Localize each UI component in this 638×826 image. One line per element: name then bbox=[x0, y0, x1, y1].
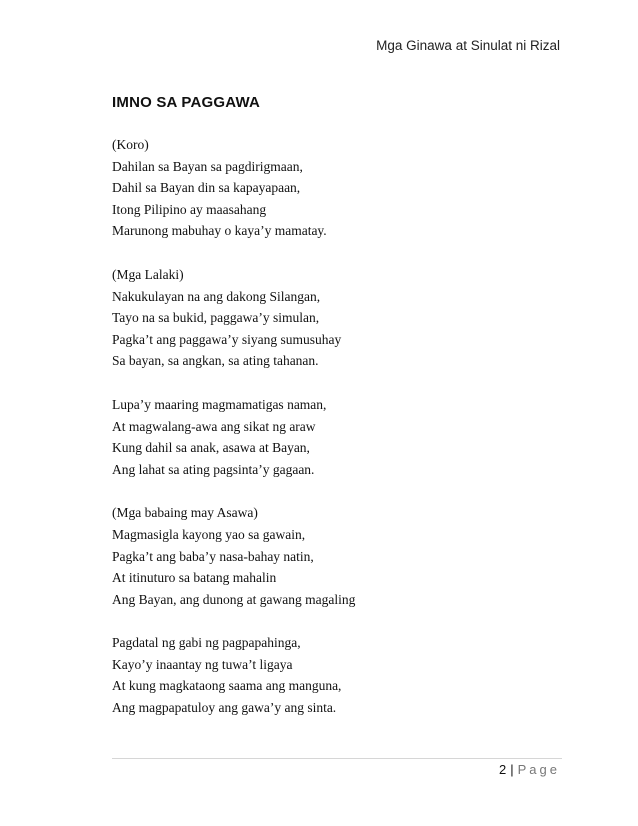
poem-line: Sa bayan, sa angkan, sa ating tahanan. bbox=[112, 353, 319, 369]
page-label: Page bbox=[517, 762, 560, 777]
poem-line: Kayo’y inaantay ng tuwa’t ligaya bbox=[112, 656, 293, 672]
running-header: Mga Ginawa at Sinulat ni Rizal bbox=[376, 38, 560, 53]
poem-line: Tayo na sa bukid, paggawa’y simulan, bbox=[112, 310, 320, 326]
poem-line: (Mga babaing may Asawa) bbox=[112, 505, 258, 521]
poem-line: Ang magpapatuloy ang gawa’y ang sinta. bbox=[112, 700, 337, 716]
poem-line: At itinuturo sa batang mahalin bbox=[112, 570, 277, 586]
poem-line: Ang lahat sa ating pagsinta’y gagaan. bbox=[112, 461, 315, 477]
poem-line: Pagka’t ang paggawa’y siyang sumusuhay bbox=[112, 331, 342, 347]
poem-line: Ang Bayan, ang dunong at gawang magaling bbox=[112, 591, 356, 607]
page-footer bbox=[499, 762, 560, 777]
stanza bbox=[112, 264, 562, 372]
poem-line: Dahilan sa Bayan sa pagdirigmaan, bbox=[112, 158, 303, 174]
poem-line: Nakukulayan na ang dakong Silangan, bbox=[112, 288, 321, 304]
stanza bbox=[112, 502, 562, 610]
page-number: 2 bbox=[499, 762, 507, 777]
poem-line: Lupa’y maaring magmamatigas naman, bbox=[112, 396, 327, 412]
footer-separator: | bbox=[510, 762, 514, 777]
stanza bbox=[112, 394, 562, 480]
poem-line: At kung magkataong saama ang manguna, bbox=[112, 678, 342, 694]
poem-line: Marunong mabuhay o kaya’y mamatay. bbox=[112, 223, 327, 239]
poem-line: At magwalang-awa ang sikat ng araw bbox=[112, 418, 316, 434]
poem-line: Magmasigla kayong yao sa gawain, bbox=[112, 526, 306, 542]
poem-line: (Koro) bbox=[112, 137, 149, 152]
poem-line: Kung dahil sa anak, asawa at Bayan, bbox=[112, 440, 310, 456]
poem-line: Pagka’t ang baba’y nasa-bahay natin, bbox=[112, 548, 314, 564]
poem-line: Pagdatal ng gabi ng pagpapahinga, bbox=[112, 635, 301, 651]
footer-divider bbox=[112, 758, 562, 759]
stanza bbox=[112, 632, 562, 718]
stanza bbox=[112, 134, 562, 242]
poem-line: Dahil sa Bayan din sa kapayapaan, bbox=[112, 180, 301, 196]
poem-line: (Mga Lalaki) bbox=[112, 266, 184, 282]
poem-line: Itong Pilipino ay maasahang bbox=[112, 201, 267, 217]
poem-body bbox=[112, 134, 562, 741]
poem-title: IMNO SA PAGGAWA bbox=[112, 94, 261, 111]
